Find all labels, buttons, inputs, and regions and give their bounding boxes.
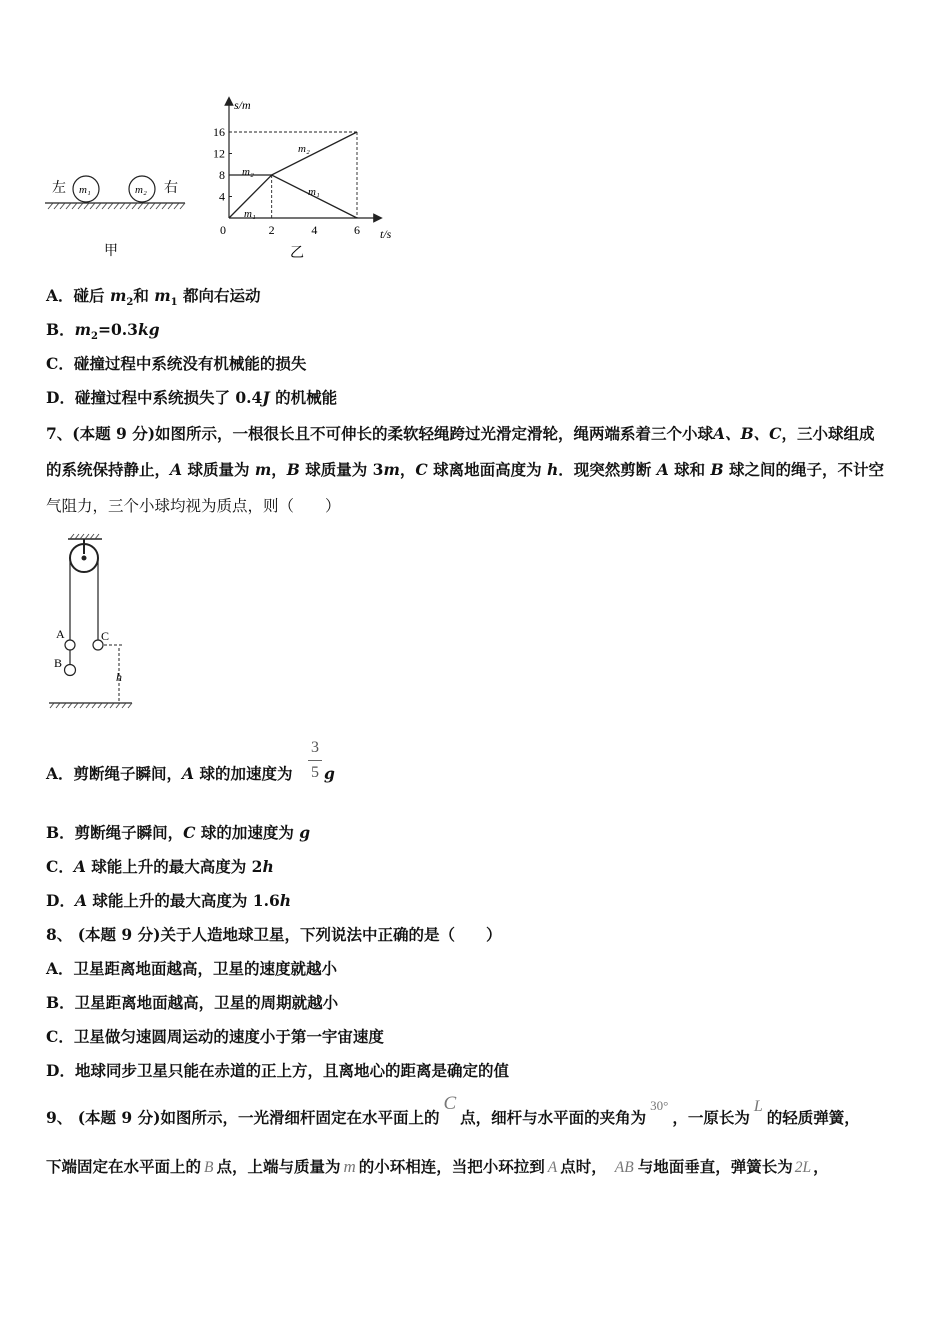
q9-stem-line1: [46, 1093, 860, 1129]
var: g: [299, 823, 311, 842]
math-c: C: [443, 1093, 457, 1114]
option-text: 碰撞过程中系统没有机械能的损失: [73, 354, 307, 373]
figure-jia-caption: 甲: [104, 244, 118, 259]
var: B: [286, 460, 300, 479]
question-number: 9、: [46, 1108, 73, 1127]
sub: 2: [126, 297, 134, 309]
stem-text: 下端固定在水平面上的: [46, 1157, 202, 1176]
q8-option-d[interactable]: [46, 1061, 509, 1081]
q8-stem: [46, 925, 501, 945]
y-tick-4: 4: [219, 189, 225, 204]
ball-a: [65, 640, 75, 650]
q7-stem-line3: [46, 496, 341, 516]
option-text: 球能上升的最大高度为 1.6: [86, 891, 280, 910]
sub: 2: [91, 331, 98, 343]
option-text: 球能上升的最大高度为 2: [85, 857, 263, 876]
stem-text: (本题 9 分)如图所示，一光滑细杆固定在水平面上的: [77, 1108, 440, 1127]
stem-text: ，: [271, 460, 287, 479]
stem-text: ，: [399, 460, 416, 479]
var: h: [262, 857, 274, 876]
option-label: B．: [46, 823, 75, 842]
option-text: 卫星做匀速圆周运动的速度小于第一宇宙速度: [73, 1027, 384, 1046]
option-text: 碰后: [73, 286, 110, 305]
option-label: D．: [46, 388, 75, 407]
unit: J: [262, 388, 270, 407]
y-tick-8: 8: [219, 168, 225, 182]
figure-jia: [40, 165, 190, 265]
stem-text: ，: [813, 1157, 829, 1176]
var-m: m: [109, 286, 127, 305]
stem-text: 点，上端与质量为: [216, 1157, 341, 1176]
stem-text: 的系统保持静止，: [46, 460, 171, 479]
var: h: [547, 460, 559, 479]
var: C: [183, 823, 196, 842]
stem-text: 球质量为 3: [299, 460, 384, 479]
q6-option-a[interactable]: [46, 286, 261, 313]
option-text: 碰撞过程中系统损失了 0.4: [74, 388, 263, 407]
math-b: B: [204, 1159, 214, 1176]
stem-text: ，三小球组成: [781, 424, 875, 443]
x-tick-2: 2: [268, 223, 275, 237]
stem-text: 气阻力，三个小球均视为质点，则（ ）: [46, 497, 341, 515]
option-label: A．: [46, 286, 74, 305]
ground-hatch: [48, 203, 185, 209]
height-label-h: h: [116, 670, 122, 684]
ball-b: [65, 665, 76, 676]
sub: 1: [170, 297, 178, 309]
figure-yi-caption: 乙: [290, 246, 304, 261]
math-ab: AB: [614, 1159, 634, 1176]
x-tick-6: 6: [354, 223, 360, 237]
q6-option-b[interactable]: [46, 320, 160, 347]
option-text: 球的加速度为: [195, 823, 300, 842]
y-tick-12: 12: [213, 146, 225, 161]
q7-stem-line2: [46, 460, 884, 480]
fraction-3-5: [308, 738, 322, 783]
math-l: L: [753, 1098, 763, 1115]
q8-option-a[interactable]: [46, 959, 337, 979]
stem-text: 点时，: [560, 1157, 607, 1176]
option-text: 卫星距离地面越高，卫星的速度就越小: [73, 959, 338, 978]
q7-option-a[interactable]: [46, 764, 292, 784]
var: A: [656, 460, 669, 479]
ball-label-c: C: [101, 629, 110, 643]
q8-option-c[interactable]: [46, 1027, 384, 1047]
var: A: [74, 891, 87, 910]
q7-option-a-g: g: [324, 764, 335, 783]
var: h: [279, 891, 292, 910]
pulley-axle: [82, 556, 87, 561]
q7-option-d[interactable]: [46, 891, 291, 911]
option-label: D．: [46, 891, 75, 910]
stem-text: 球和: [668, 460, 711, 479]
x-axis-label: t/s: [380, 227, 392, 241]
var: B: [710, 460, 724, 479]
stem-text: 点，细杆与水平面的夹角为: [460, 1108, 647, 1127]
option-label: A．: [46, 764, 74, 783]
q7-stem-line1: [46, 424, 875, 444]
option-text: 都向右运动: [177, 286, 261, 305]
math-m: m: [343, 1157, 356, 1176]
stem-text: (本题 9 分)如图所示，一根很长且不可伸长的柔软轻绳跨过光滑定滑轮，绳两端系着三个小球: [72, 424, 714, 443]
ball-label-b: B: [54, 656, 63, 670]
option-label: A．: [46, 959, 74, 978]
option-text: 的机械能: [269, 388, 338, 407]
option-text: =0.3: [97, 320, 138, 339]
x-tick-4: 4: [311, 223, 318, 237]
x-tick-0: 0: [220, 223, 226, 237]
fraction-numerator: 3: [311, 739, 319, 756]
q8-option-b[interactable]: [46, 993, 338, 1013]
q7-pulley-figure: [44, 532, 144, 712]
option-text: 剪断绳子瞬间，: [74, 823, 184, 842]
option-label: C．: [46, 1027, 74, 1046]
fraction-denominator: 5: [311, 764, 319, 781]
q6-option-c[interactable]: [46, 354, 306, 374]
question-number: 7、: [46, 424, 73, 443]
stem-text: 的小环相连，当把小环拉到: [358, 1157, 545, 1176]
stem-text: 球质量为: [182, 460, 255, 479]
var-m: m: [154, 286, 171, 305]
var-balls: A、B、C: [713, 424, 782, 443]
option-text: 球的加速度为: [194, 764, 293, 783]
option-label: C．: [46, 354, 74, 373]
var: m: [383, 460, 400, 479]
fraction-bar: [308, 760, 322, 762]
label-right: 右: [164, 181, 178, 196]
q6-option-d[interactable]: [46, 388, 337, 408]
stem-text: 球离地面高度为: [427, 460, 548, 479]
curve-label-m1-right: m₁: [308, 186, 320, 198]
curve-label-m2-upper: m₂: [298, 143, 310, 155]
stem-text: 与地面垂直，弹簧长为: [637, 1157, 793, 1176]
option-label: B．: [46, 993, 75, 1012]
option-label: D．: [46, 1061, 75, 1080]
label-left: 左: [52, 181, 66, 196]
var: m: [254, 460, 272, 479]
y-tick-16: 16: [213, 125, 225, 139]
ball-m2-label: m₂: [135, 184, 147, 196]
q7-option-b[interactable]: [46, 823, 310, 843]
q7-option-c[interactable]: [46, 857, 274, 877]
stem-text: 的轻质弹簧，: [766, 1108, 860, 1127]
figure-yi-chart: [200, 95, 410, 265]
option-text: 卫星距离地面越高，卫星的周期就越小: [74, 993, 339, 1012]
stem-text: (本题 9 分)关于人造地球卫星，下列说法中正确的是（ ）: [77, 925, 502, 944]
option-text: 和: [133, 286, 155, 305]
math-angle: 30°: [650, 1098, 669, 1113]
x-tick-labels: [220, 223, 360, 237]
y-axis-label: s/m: [234, 98, 251, 112]
question-number: 8、: [46, 925, 73, 944]
unit: kg: [137, 320, 160, 339]
stem-text: ．现突然剪断: [558, 460, 657, 479]
math-a: A: [547, 1159, 558, 1176]
curve-label-m1-lower: m₁: [244, 208, 256, 220]
option-text: 地球同步卫星只能在赤道的正上方，且离地心的距离是确定的值: [74, 1061, 509, 1080]
stem-text: ，一原长为: [672, 1108, 750, 1127]
ball-m1-label: m₁: [79, 184, 91, 196]
var: A: [182, 764, 195, 783]
var: A: [170, 460, 183, 479]
floor-hatch: [50, 703, 132, 708]
option-label: C．: [46, 857, 74, 876]
var: C: [415, 460, 428, 479]
q9-stem-line2: [46, 1157, 829, 1178]
option-text: 剪断绳子瞬间，: [73, 764, 183, 783]
var: A: [73, 857, 86, 876]
ball-label-a: A: [56, 627, 65, 641]
option-label: B．: [46, 320, 75, 339]
math-2l: 2L: [794, 1159, 812, 1176]
stem-text: 球之间的绳子，不计空: [723, 460, 885, 479]
var-m: m: [74, 320, 92, 339]
curve-label-m2-left: m₂: [242, 166, 254, 178]
